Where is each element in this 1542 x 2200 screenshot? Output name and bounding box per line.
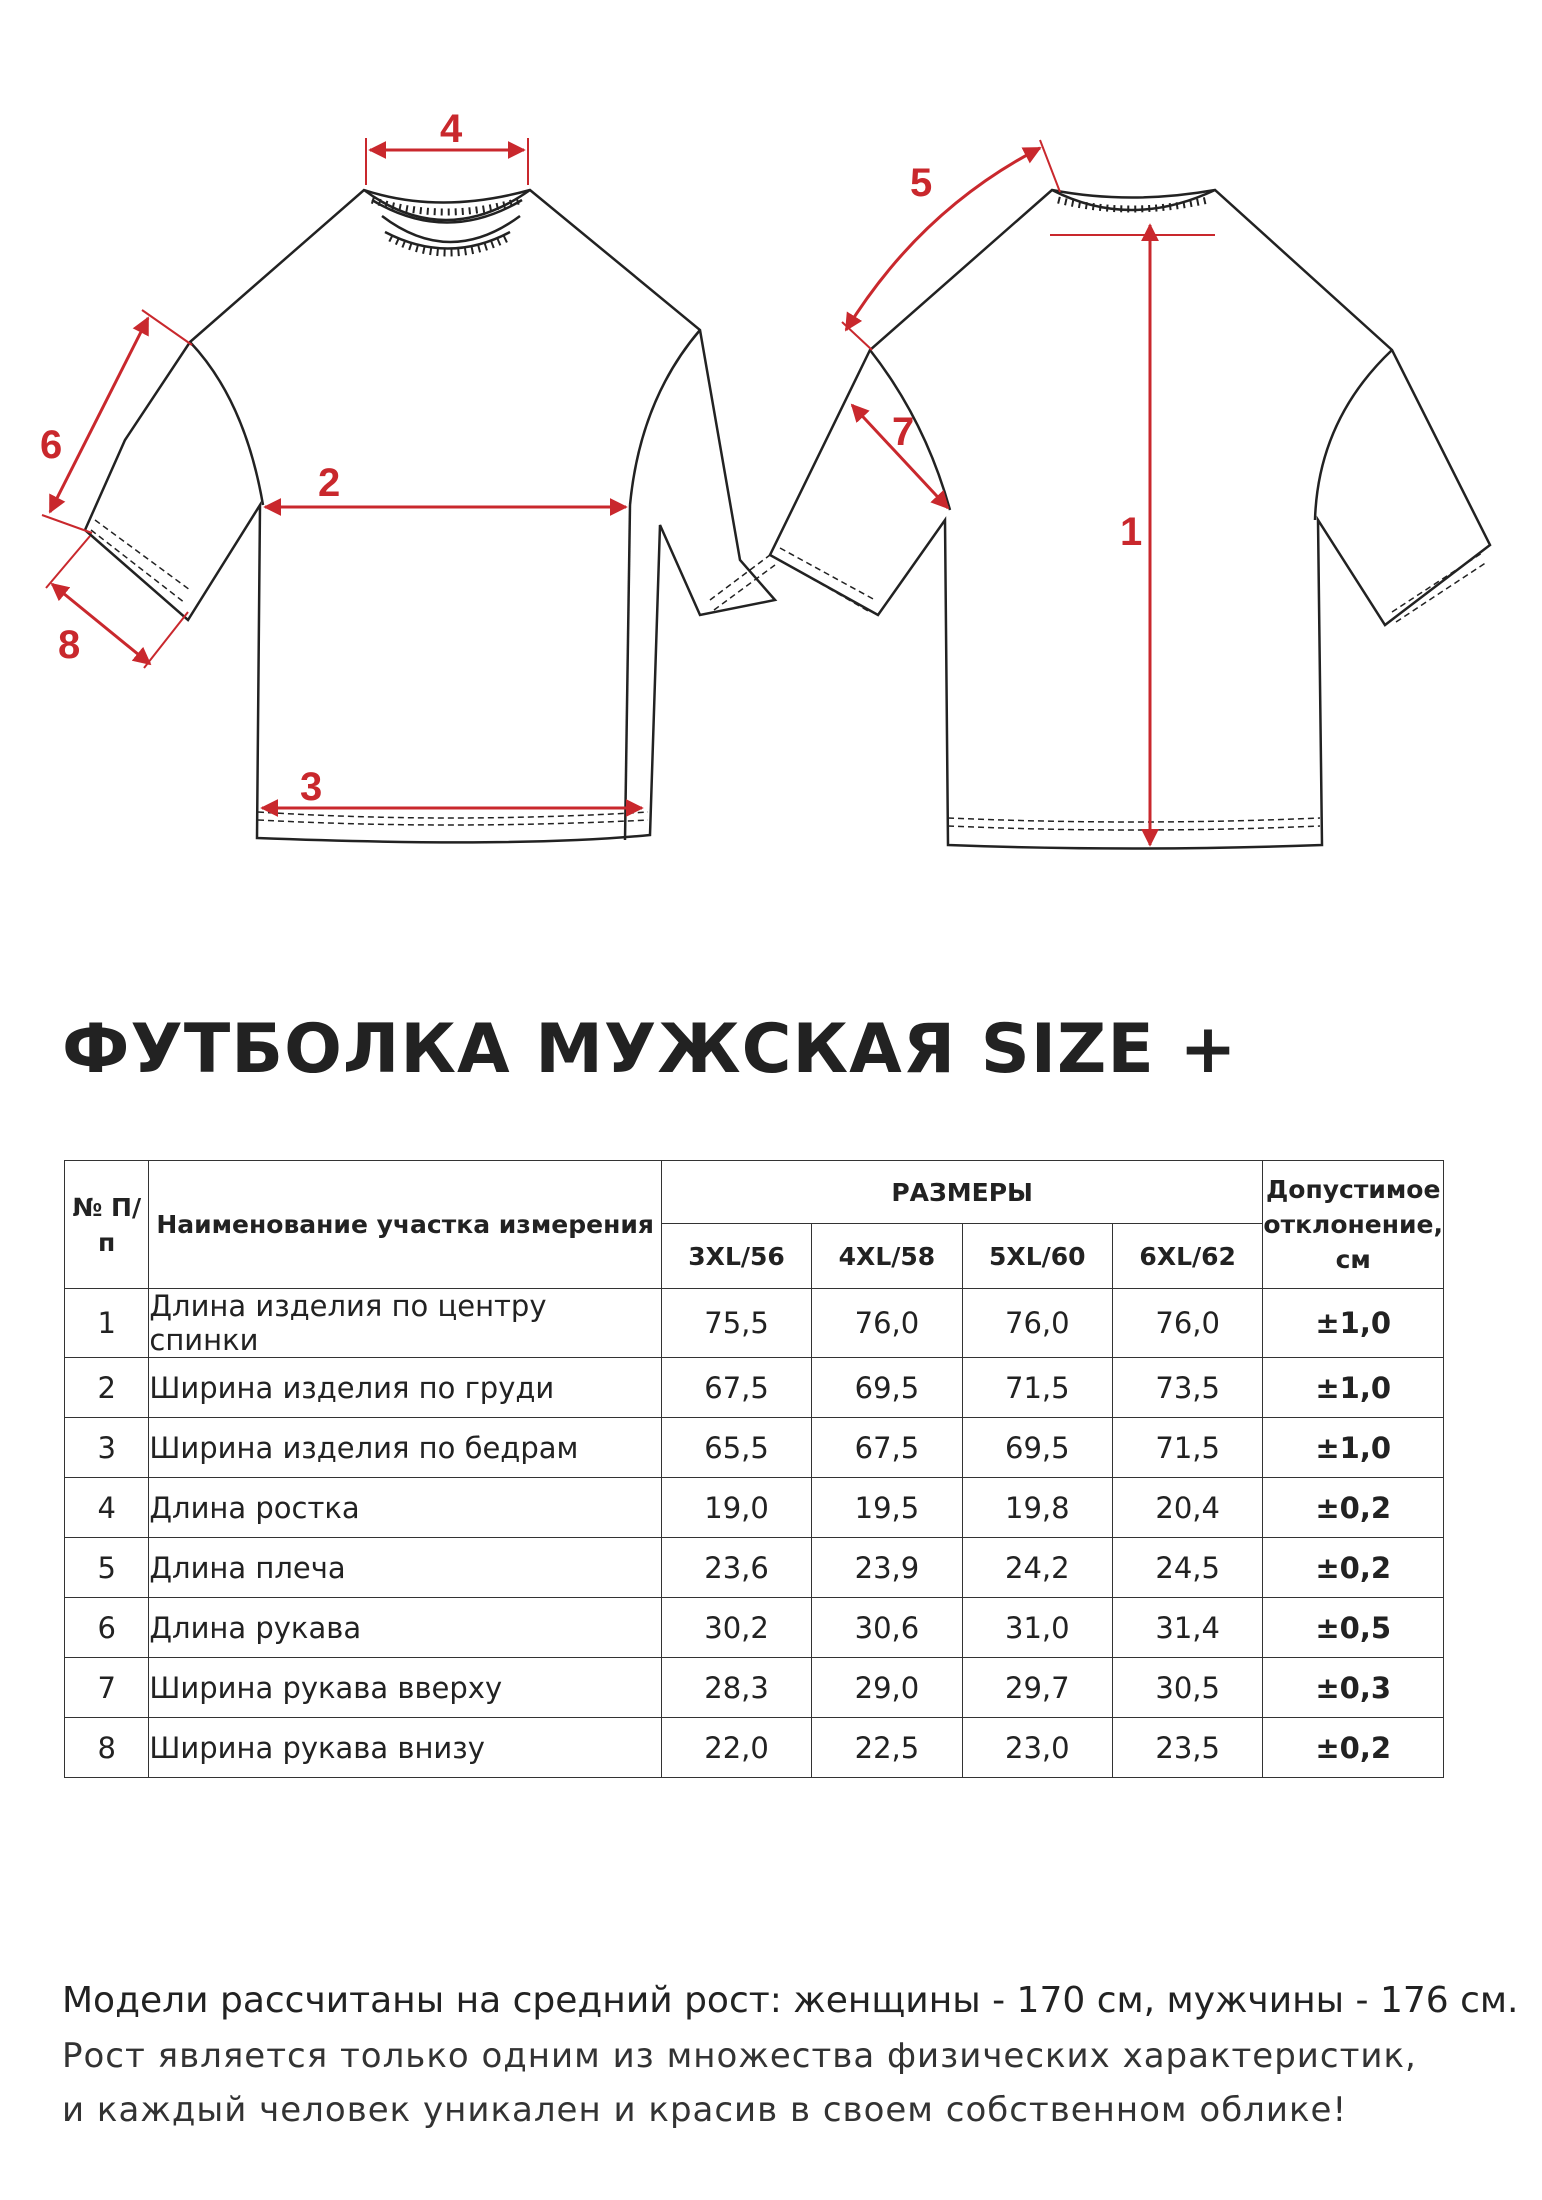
row-size-value: 28,3 <box>661 1658 811 1718</box>
row-measurement-name: Длина изделия по центру спинки <box>149 1289 661 1358</box>
table-row <box>65 1289 1444 1358</box>
row-number: 6 <box>65 1598 149 1658</box>
row-measurement-name: Длина рукава <box>149 1598 661 1658</box>
row-number: 1 <box>65 1289 149 1358</box>
row-size-value: 23,9 <box>812 1538 962 1598</box>
row-number: 8 <box>65 1718 149 1778</box>
row-size-value: 19,8 <box>962 1478 1112 1538</box>
row-size-value: 31,4 <box>1112 1598 1262 1658</box>
row-size-value: 23,0 <box>962 1718 1112 1778</box>
header-size: 6XL/62 <box>1112 1224 1262 1289</box>
row-size-value: 23,6 <box>661 1538 811 1598</box>
row-tolerance: ±1,0 <box>1263 1358 1444 1418</box>
row-size-value: 24,5 <box>1112 1538 1262 1598</box>
row-tolerance: ±1,0 <box>1263 1289 1444 1358</box>
header-size: 4XL/58 <box>812 1224 962 1289</box>
row-size-value: 30,6 <box>812 1598 962 1658</box>
row-number: 7 <box>65 1658 149 1718</box>
tshirt-measurement-diagram <box>0 0 1542 900</box>
row-size-value: 69,5 <box>812 1358 962 1418</box>
callout-2: 2 <box>318 461 341 505</box>
row-size-value: 73,5 <box>1112 1358 1262 1418</box>
row-size-value: 19,5 <box>812 1478 962 1538</box>
table-row <box>65 1538 1444 1598</box>
row-number: 2 <box>65 1358 149 1418</box>
front-view-tshirt <box>85 190 775 842</box>
row-measurement-name: Ширина рукава внизу <box>149 1718 661 1778</box>
row-tolerance: ±0,2 <box>1263 1718 1444 1778</box>
callout-1: 1 <box>1120 510 1143 554</box>
header-sizes-group: РАЗМЕРЫ <box>661 1161 1263 1224</box>
row-size-value: 22,0 <box>661 1718 811 1778</box>
row-size-value: 71,5 <box>962 1358 1112 1418</box>
row-size-value: 71,5 <box>1112 1418 1262 1478</box>
row-number: 4 <box>65 1478 149 1538</box>
row-size-value: 31,0 <box>962 1598 1112 1658</box>
note-line-2: Рост является только одним из множества физических характеристик, <box>62 2036 1417 2076</box>
row-size-value: 67,5 <box>661 1358 811 1418</box>
callout-5: 5 <box>910 161 933 205</box>
callout-7: 7 <box>892 410 915 454</box>
header-size: 5XL/60 <box>962 1224 1112 1289</box>
row-size-value: 76,0 <box>1112 1289 1262 1358</box>
row-size-value: 69,5 <box>962 1418 1112 1478</box>
header-name: Наименование участка измерения <box>149 1161 661 1289</box>
row-size-value: 65,5 <box>661 1418 811 1478</box>
row-tolerance: ±0,3 <box>1263 1658 1444 1718</box>
row-tolerance: ±1,0 <box>1263 1418 1444 1478</box>
callout-6: 6 <box>40 423 63 467</box>
page-title: ФУТБОЛКА МУЖСКАЯ SIZE + <box>62 1010 1238 1089</box>
header-tolerance: Допустимое отклонение, см <box>1263 1161 1444 1289</box>
row-size-value: 23,5 <box>1112 1718 1262 1778</box>
header-size: 3XL/56 <box>661 1224 811 1289</box>
row-size-value: 76,0 <box>812 1289 962 1358</box>
row-size-value: 22,5 <box>812 1718 962 1778</box>
table-row <box>65 1718 1444 1778</box>
row-size-value: 20,4 <box>1112 1478 1262 1538</box>
table-row <box>65 1658 1444 1718</box>
table-row <box>65 1598 1444 1658</box>
row-size-value: 29,7 <box>962 1658 1112 1718</box>
row-measurement-name: Ширина рукава вверху <box>149 1658 661 1718</box>
row-number: 5 <box>65 1538 149 1598</box>
note-line-3: и каждый человек уникален и красив в своем собственном облике! <box>62 2090 1348 2130</box>
table-row <box>65 1418 1444 1478</box>
table-row <box>65 1358 1444 1418</box>
table-row <box>65 1478 1444 1538</box>
callout-8: 8 <box>58 623 81 667</box>
callout-4: 4 <box>440 107 463 151</box>
row-tolerance: ±0,2 <box>1263 1478 1444 1538</box>
table-header-row <box>65 1161 1444 1224</box>
row-size-value: 75,5 <box>661 1289 811 1358</box>
row-tolerance: ±0,5 <box>1263 1598 1444 1658</box>
row-measurement-name: Ширина изделия по груди <box>149 1358 661 1418</box>
row-size-value: 29,0 <box>812 1658 962 1718</box>
row-tolerance: ±0,2 <box>1263 1538 1444 1598</box>
row-size-value: 30,5 <box>1112 1658 1262 1718</box>
row-size-value: 76,0 <box>962 1289 1112 1358</box>
row-size-value: 19,0 <box>661 1478 811 1538</box>
row-size-value: 24,2 <box>962 1538 1112 1598</box>
row-measurement-name: Ширина изделия по бедрам <box>149 1418 661 1478</box>
size-chart-table <box>64 1160 1444 1778</box>
row-measurement-name: Длина плеча <box>149 1538 661 1598</box>
row-measurement-name: Длина ростка <box>149 1478 661 1538</box>
callout-3: 3 <box>300 765 323 809</box>
row-number: 3 <box>65 1418 149 1478</box>
row-size-value: 67,5 <box>812 1418 962 1478</box>
note-average-height: Модели рассчитаны на средний рост: женщины - 170 см, мужчины - 176 см. <box>62 1980 1519 2021</box>
header-num: № П/п <box>65 1161 149 1289</box>
row-size-value: 30,2 <box>661 1598 811 1658</box>
